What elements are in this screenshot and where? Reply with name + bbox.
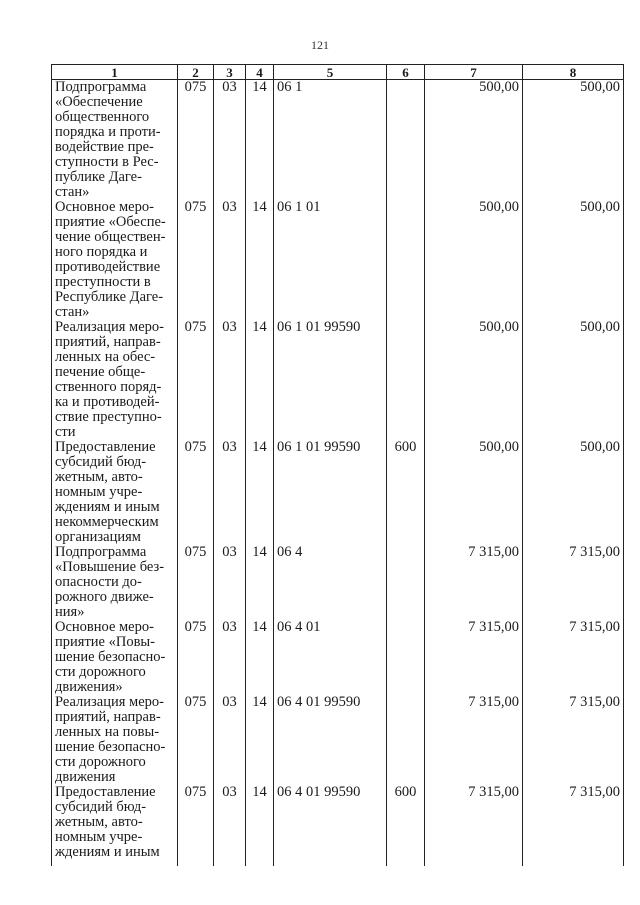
subsection-code-cell: 14 (246, 785, 274, 866)
column-header: 3 (214, 65, 246, 80)
amount-cell-col7: 7 315,00 (425, 545, 523, 620)
ministry-code-cell: 075 (178, 440, 214, 545)
ministry-code-cell: 075 (178, 695, 214, 785)
row-name-cell (52, 80, 178, 201)
subsection-code-cell: 14 (246, 695, 274, 785)
section-code-cell: 03 (214, 620, 246, 695)
amount-cell-col8: 7 315,00 (523, 545, 624, 620)
amount-cell-col7: 7 315,00 (425, 695, 523, 785)
target-article-cell: 06 1 01 99590 (274, 440, 387, 545)
amount-cell-col7: 500,00 (425, 200, 523, 320)
amount-cell-col8: 7 315,00 (523, 695, 624, 785)
row-name-text: Реализация меро- приятий, направ- ленных на повы- шение безопасно- сти дорожного движения (55, 694, 166, 785)
section-code-cell: 03 (214, 80, 246, 201)
subsection-code-cell: 14 (246, 80, 274, 201)
table-row (52, 320, 624, 440)
table-row (52, 80, 624, 201)
column-header: 6 (387, 65, 425, 80)
amount-cell-col8: 500,00 (523, 80, 624, 201)
row-name-text: Подпрограмма «Повышение без- опасности до- рожного движе- ния» (55, 544, 165, 620)
expense-type-cell (387, 320, 425, 440)
budget-table (51, 64, 624, 866)
section-code-cell: 03 (214, 320, 246, 440)
row-name-cell (52, 785, 178, 866)
target-article-cell: 06 4 (274, 545, 387, 620)
table-row (52, 695, 624, 785)
section-code-cell: 03 (214, 785, 246, 866)
subsection-code-cell: 14 (246, 200, 274, 320)
row-name-cell (52, 620, 178, 695)
amount-cell-col8: 500,00 (523, 320, 624, 440)
row-name-text: Подпрограмма «Обеспечение общественного порядка и проти- водействие пре- ступности в Рес- публике Даге- стан» (55, 79, 161, 200)
row-name-text: Предоставление субсидий бюд- жетным, авто- номным учре- ждениям и иным (55, 784, 160, 860)
row-name-cell (52, 545, 178, 620)
ministry-code-cell: 075 (178, 200, 214, 320)
expense-type-cell: 600 (387, 440, 425, 545)
column-header: 7 (425, 65, 523, 80)
amount-cell-col8: 7 315,00 (523, 620, 624, 695)
row-name-text: Реализация меро- приятий, направ- ленных на обес- печение обще- ственного поряд- ка и противодей- ствие преступно- сти (55, 319, 164, 440)
amount-cell-col8: 500,00 (523, 440, 624, 545)
target-article-cell: 06 4 01 (274, 620, 387, 695)
amount-cell-col7: 500,00 (425, 440, 523, 545)
target-article-cell: 06 4 01 99590 (274, 695, 387, 785)
expense-type-cell: 600 (387, 785, 425, 866)
ministry-code-cell: 075 (178, 320, 214, 440)
table-header-row (52, 65, 624, 80)
ministry-code-cell: 075 (178, 620, 214, 695)
ministry-code-cell: 075 (178, 545, 214, 620)
row-name-cell (52, 695, 178, 785)
row-name-cell (52, 440, 178, 545)
table-row (52, 620, 624, 695)
subsection-code-cell: 14 (246, 440, 274, 545)
section-code-cell: 03 (214, 695, 246, 785)
subsection-code-cell: 14 (246, 320, 274, 440)
subsection-code-cell: 14 (246, 545, 274, 620)
amount-cell-col7: 7 315,00 (425, 620, 523, 695)
column-header: 5 (274, 65, 387, 80)
amount-cell-col8: 500,00 (523, 200, 624, 320)
column-header: 4 (246, 65, 274, 80)
amount-cell-col7: 500,00 (425, 320, 523, 440)
row-name-text: Основное меро- приятие «Повы- шение безопасно- сти дорожного движения» (55, 619, 166, 695)
table-row (52, 440, 624, 545)
column-header: 2 (178, 65, 214, 80)
expense-type-cell (387, 200, 425, 320)
target-article-cell: 06 1 01 (274, 200, 387, 320)
subsection-code-cell: 14 (246, 620, 274, 695)
expense-type-cell (387, 545, 425, 620)
expense-type-cell (387, 80, 425, 201)
target-article-cell: 06 1 (274, 80, 387, 201)
amount-cell-col7: 500,00 (425, 80, 523, 201)
section-code-cell: 03 (214, 440, 246, 545)
row-name-cell (52, 200, 178, 320)
expense-type-cell (387, 620, 425, 695)
amount-cell-col7: 7 315,00 (425, 785, 523, 866)
page-number: 121 (311, 38, 329, 52)
target-article-cell: 06 1 01 99590 (274, 320, 387, 440)
row-name-text: Предоставление субсидий бюд- жетным, авто- номным учре- ждениям и иным некоммерческим организациям (55, 439, 160, 545)
section-code-cell: 03 (214, 545, 246, 620)
table-row (52, 200, 624, 320)
column-header: 1 (52, 65, 178, 80)
target-article-cell: 06 4 01 99590 (274, 785, 387, 866)
column-header: 8 (523, 65, 624, 80)
amount-cell-col8: 7 315,00 (523, 785, 624, 866)
section-code-cell: 03 (214, 200, 246, 320)
table-row (52, 545, 624, 620)
ministry-code-cell: 075 (178, 80, 214, 201)
expense-type-cell (387, 695, 425, 785)
table-row (52, 785, 624, 866)
row-name-text: Основное меро- приятие «Обеспе- чение обществен- ного порядка и противодействие преступности в Республике Даге- стан» (55, 199, 166, 320)
row-name-cell (52, 320, 178, 440)
ministry-code-cell: 075 (178, 785, 214, 866)
